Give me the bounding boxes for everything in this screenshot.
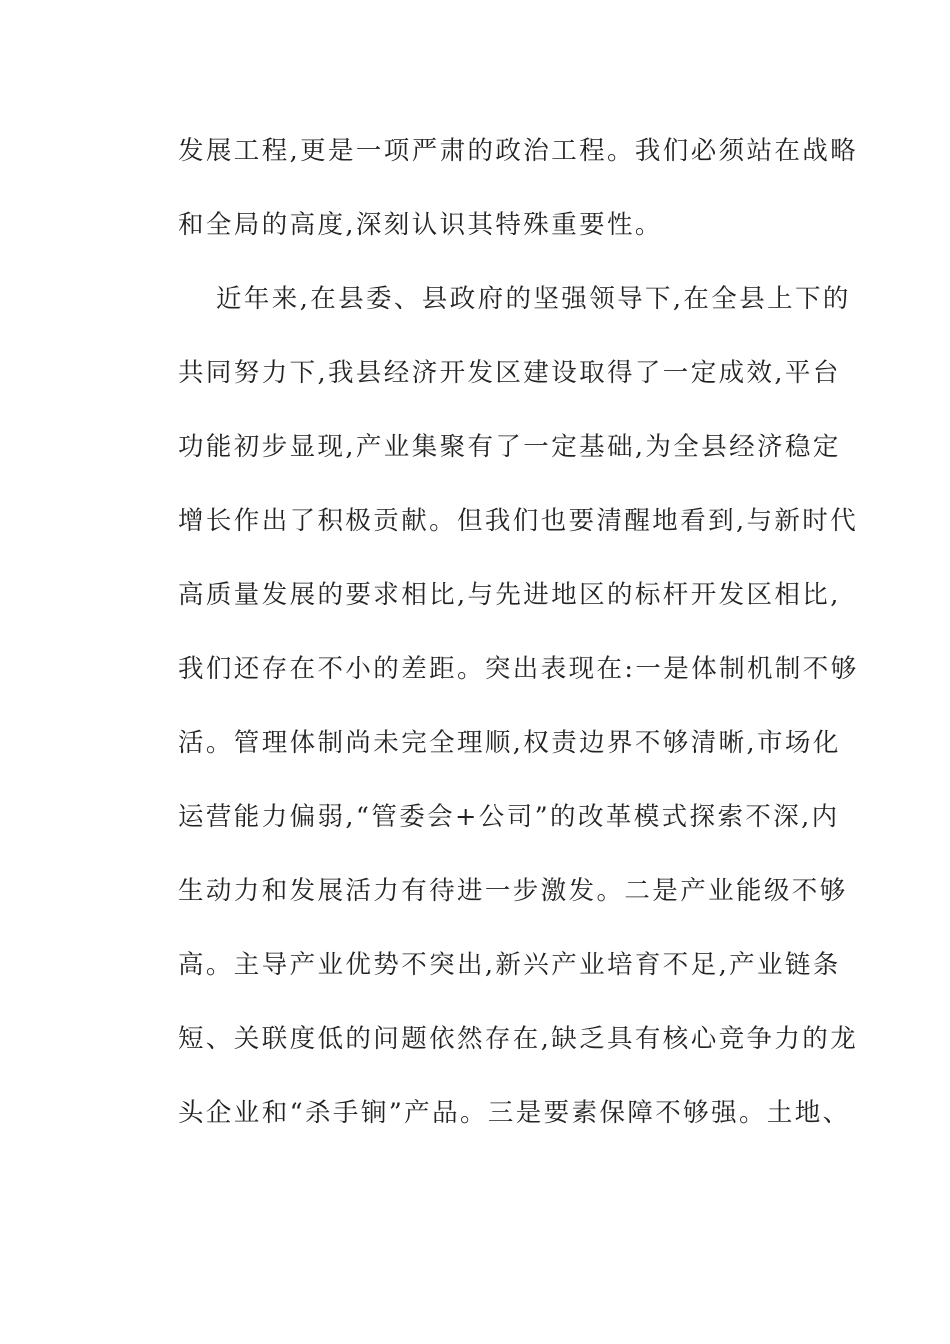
text-line: 发展工程,更是一项严肃的政治工程。我们必须站在战略 bbox=[178, 136, 859, 166]
text-line: 我们还存在不小的差距。突出表现在:一是体制机制不够 bbox=[178, 654, 859, 684]
text-line: 和全局的高度,深刻认识其特殊重要性。 bbox=[178, 210, 663, 240]
text-line: 运营能力偏弱,“管委会+公司”的改革模式探索不深,内 bbox=[178, 802, 840, 832]
text-line: 活。管理体制尚未完全理顺,权责边界不够清晰,市场化 bbox=[178, 728, 841, 758]
text-line: 高。主导产业优势不突出,新兴产业培育不足,产业链条 bbox=[178, 950, 841, 980]
text-line: 功能初步显现,产业集聚有了一定基础,为全县经济稳定 bbox=[178, 432, 841, 462]
text-line: 增长作出了积极贡献。但我们也要清醒地看到,与新时代 bbox=[178, 506, 859, 536]
text-line: 短、关联度低的问题依然存在,缺乏具有核心竞争力的龙 bbox=[178, 1024, 859, 1054]
text-line-first: 近年来,在县委、县政府的坚强领导下,在全县上下的 bbox=[216, 284, 851, 314]
text-line: 生动力和发展活力有待进一步激发。二是产业能级不够 bbox=[178, 876, 848, 906]
text-line: 共同努力下,我县经济开发区建设取得了一定成效,平台 bbox=[178, 358, 841, 388]
text-line: 高质量发展的要求相比,与先进地区的标杆开发区相比, bbox=[178, 580, 841, 610]
paragraph-continued bbox=[178, 128, 859, 276]
text-line: 头企业和“杀手锏”产品。三是要素保障不够强。土地、 bbox=[178, 1098, 851, 1128]
body-text bbox=[178, 128, 859, 1164]
paragraph bbox=[178, 276, 859, 1164]
